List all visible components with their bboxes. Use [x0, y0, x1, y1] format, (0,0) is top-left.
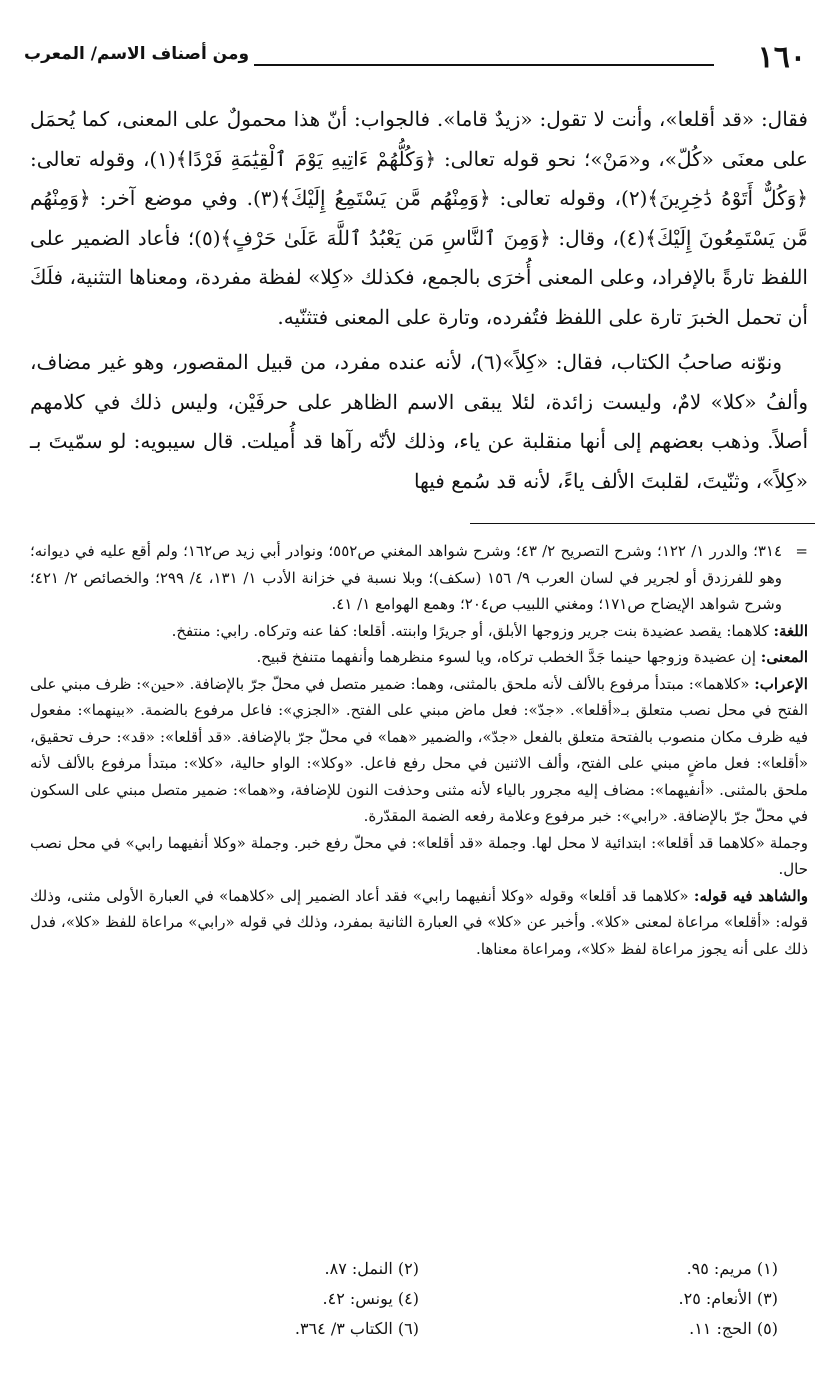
maana-label: المعنى: [760, 648, 808, 666]
footnote-maana [30, 644, 808, 671]
footnote-sources [30, 538, 808, 618]
maana-text: إن عضيدة وزوجها حينما جَدَّ الخطب تركاه، ويا لسوء منظرهما وأنفهما متنفخ قبيح. [256, 648, 756, 666]
lugha-label: اللغة: [773, 621, 808, 640]
footnote-separator [470, 523, 815, 524]
footnotes [30, 538, 808, 962]
header-rule [254, 64, 714, 66]
footnote-jumal: وجملة «كلاهما قد أقلعا»: ابتدائية لا محل لها. وجملة «قد أقلعا»: في محلّ رفع خبر. وجملة «وكلا أنفيهما رابي» في محل نصب حال. [30, 833, 808, 878]
reference-note: (١) مريم: ٩٥. [686, 1259, 778, 1278]
reference-note: (٣) الأنعام: ٢٥. [678, 1289, 778, 1308]
irab-label: الإعراب: [754, 674, 808, 693]
continuation-mark: = [795, 542, 808, 560]
main-text [30, 100, 808, 507]
main-paragraph: ونوّنه صاحبُ الكتاب، فقال: «كِلاً»(٦)، لأنه عنده مفرد، من قبيل المقصور، وهو غير مضاف، وألفُ «كلا» لامٌ، وليست زائدة، لئلا يبقى الاسم الظاهر على حرفَيْن، وليس ذلك في كلامهم أصلاً. وذهب بعضهم إلى أنها منقلبة عن ياء، وذلك لأنّه رآها قد أُميلت. قال سيبويه: لو سمّيتَ بـ «كِلاً»، وثنّيتَ، لقلبتَ الألف ياءً، لأنه قد سُمع فيها [30, 350, 808, 493]
reference-note: (٢) النمل: ٨٧. [324, 1259, 419, 1278]
irab-text: «كلاهما»: مبتدأ مرفوع بالألف لأنه ملحق بالمثنى، وهما: ضمير متصل في محلّ جرّ بالإضافة. «حين»: ظرف مبني على الفتح في محل نصب متعلق بـ«أقلعا». «جدّ»: فعل ماض مبني على الفتح. «الجزي»: فاعل مرفوع بالضمة. «بينهما»: مفعول فيه ظرف مكان منصوب بالفتحة متعلق بالفعل «جدّ»، والضمير «هما» في محلّ جرّ بالإضافة. «قد أقلعا»: «قد»: حرف تحقيق، «أقلعا»: فعل ماضٍ مبني على الفتح، وألف الاثنين في محل رفع فاعل. «وكلا»: الواو حالية، «كلا»: مبتدأ مرفوع بالألف لأنه ملحق بالمثنى. «أنفيهما»: مضاف إليه مجرور بالياء لأنه مثنى وحذفت النون للإضافة، و«هما»: ضمير متصل مبني على السكون في محلّ جرّ بالإضافة. «رابي»: خبر مرفوع وعلامة رفعه الضمة المقدّرة. [30, 674, 808, 825]
page-header [24, 38, 814, 78]
running-title: ومن أصناف الاسم/ المعرب [24, 44, 250, 64]
sources-text: ٣١٤؛ والدرر ١/ ١٢٢؛ وشرح التصريح ٢/ ٤٣؛ وشرح شواهد المغني ص٥٥٢؛ ونوادر أبي زيد ص١٦٢؛ ولم أقع عليه في ديوانه؛ وهو للفرزدق أو لجرير في لسان العرب ٩/ ١٥٦ (سكف)؛ وبلا نسبة في خزانة الأدب ١/ ١٣١، ٤/ ٢٩٩؛ والخصائص ٢/ ٤٢١؛ وشرح شواهد الإيضاح ص١٧١؛ ومغني اللبيب ص٢٠٤؛ وهمع الهوامع ١/ ٤١. [30, 542, 783, 613]
main-paragraph: فقال: «قد أقلعا»، وأنت لا تقول: «زيدٌ قاما». فالجواب: أنّ هذا محمولٌ على المعنى، كما يُحمَل على معنَى «كُلّ»، و«مَنْ»؛ نحو قوله تعالى: ﴿وَكُلُّهُمْ ءَاتِيهِ يَوْمَ ٱلْقِيَٰمَةِ فَرْدًا﴾(١)، وقوله تعالى: ﴿وَكُلٌّ أَتَوْهُ دَٰخِرِينَ﴾(٢)، وقوله تعالى: ﴿وَمِنْهُم مَّن يَسْتَمِعُ إِلَيْكَ﴾(٣). وفي موضع آخر: ﴿وَمِنْهُم مَّن يَسْتَمِعُونَ إِلَيْكَ﴾(٤)، وقال: ﴿وَمِنَ ٱلنَّاسِ مَن يَعْبُدُ ٱللَّهَ عَلَىٰ حَرْفٍ﴾(٥)؛ فأعاد الضمير على اللفظ تارةً بالإفراد، وعلى المعنى أُخرَى بالجمع، فكذلك «كِلا» لفظة مفردة، ومعناها التثنية، فلَكَ أن تحمل الخبرَ تارة على اللفظ فتُفرده، وتارة على المعنى فتثنّيه. [30, 107, 809, 329]
footnote-shahid [30, 883, 808, 963]
shahid-label: والشاهد فيه قوله: [693, 886, 808, 905]
reference-note: (٤) يونس: ٤٢. [322, 1289, 419, 1308]
reference-note: (٥) الحج: ١١. [689, 1319, 778, 1338]
reference-notes [60, 1257, 778, 1341]
lugha-text: كلاهما: يقصد عضيدة بنت جرير وزوجها الأبلق، أو جريرًا وابنته. أقلعا: كفا عنه وتركاه. رابي: منتفخ. [171, 621, 769, 640]
reference-note: (٦) الكتاب ٣/ ٣٦٤. [294, 1319, 419, 1338]
shahid-text: «كلاهما قد أقلعا» وقوله «وكلا أنفيهما رابي» فقد أعاد الضمير إلى «كلاهما» في العبارة الأولى مثنى، وذلك قوله: «أقلعا» مراعاة لمعنى «كلا». وأخبر عن «كلا» في العبارة الثانية بمفرد، وذلك في قوله «رابي» مراعاة للفظ «كلا»، فدل ذلك على أنه يجوز مراعاة لفظ «كلا»، ومراعاة معناها. [30, 886, 808, 958]
footnote-lugha [30, 618, 808, 645]
footnote-irab [30, 671, 808, 830]
page-number: ١٦٠ [757, 40, 806, 75]
